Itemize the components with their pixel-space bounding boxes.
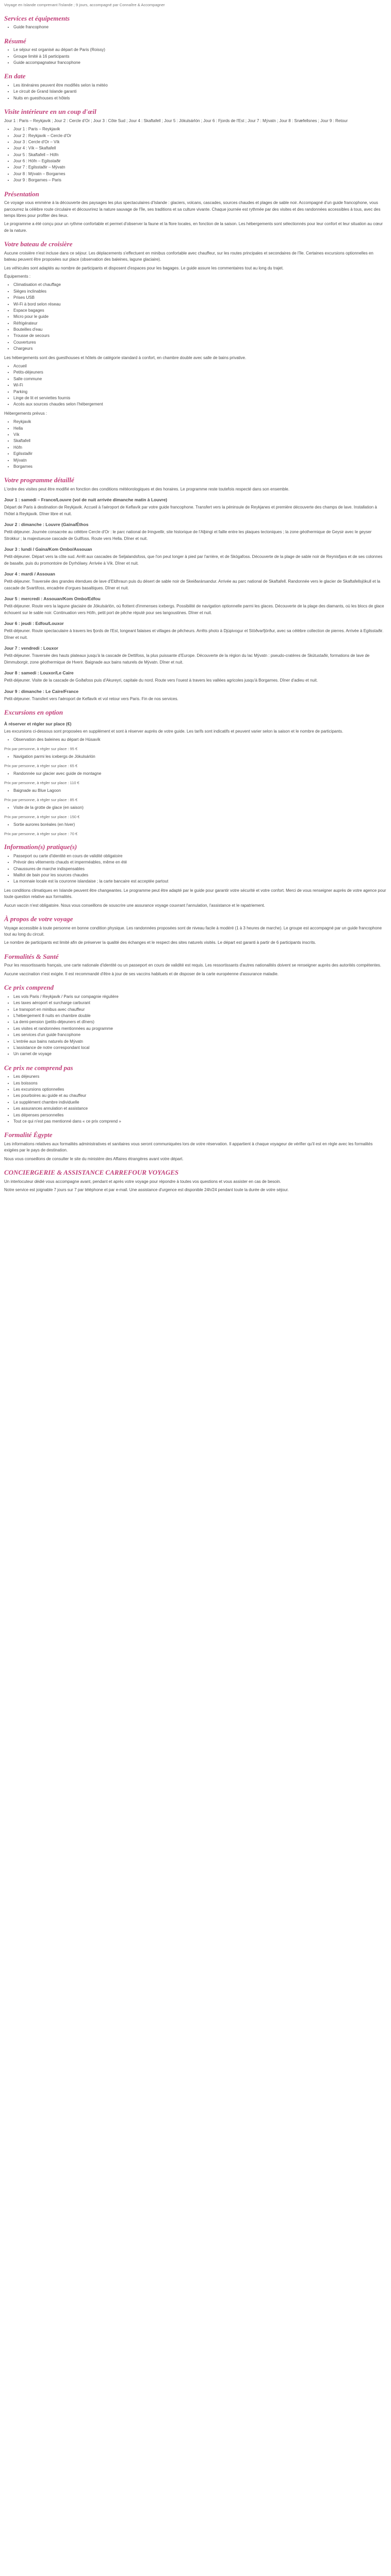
en-date-heading: En date (4, 72, 26, 80)
list-item: • Chaussures de marche indispensables (13, 866, 387, 872)
day-text: Départ de Paris à destination de Reykjavik. Accueil à l'aéroport de Keflavík par votre guide francophone. Transfert vers la péninsule de Reykjanes et première découverte des champs de lave. Installation à l'hôtel à Reykjavik. Dîner libre et nuit. (4, 505, 377, 516)
list-item: • La demi-pension (petits-déjeuners et dîners) (13, 1019, 387, 1025)
list-item: • Petits-déjeuners (13, 369, 387, 376)
list-item: • Les taxes aéroport et surcharge carburant (13, 1000, 387, 1006)
apropos-text-2: Le nombre de participants est limité afin de préserver la qualité des échanges et le respect des sites naturels visités. Le départ est garanti à partir de 6 participants inscrits. (4, 940, 316, 945)
apropos-heading: À propos de votre voyage (4, 915, 73, 923)
prix-ne-comprend-pas-heading: Ce prix ne comprend pas (4, 1063, 73, 1072)
list-item: • Parking (13, 389, 387, 395)
list-item: • Groupe limité à 16 participants (13, 54, 387, 60)
day-heading: Jour 2 : dimanche : Louvre (Gaina/Éthos (4, 522, 89, 528)
list-item: • Prises USB (13, 295, 387, 301)
day-heading: Jour 8 : samedi : Louxor/Le Caire (4, 670, 74, 675)
list-item: • Vík (13, 432, 387, 438)
list-item: • Jour 7 : Egilsstaðir – Mývatn (13, 164, 387, 171)
conciergerie-heading: CONCIERGERIE & ASSISTANCE CARREFOUR VOYAGES (4, 1168, 179, 1177)
list-item: • Guide accompagnateur francophone (13, 60, 387, 66)
list-item: • Climatisation et chauffage (13, 282, 387, 288)
bateau-list-3 (4, 419, 387, 470)
formalite-egypte-text-2: Nous vous conseillons de consulter le site du ministère des Affaires étrangères avant votre départ. (4, 1156, 184, 1161)
visite-heading: Visite intérieure en un coup d'œil (4, 108, 96, 116)
excursion-price: Prix par personne, à régler sur place : 110 € (4, 780, 79, 785)
informations-text-2: Aucun vaccin n'est obligatoire. Nous vous conseillons de souscrire une assurance voyage couvrant l'annulation, l'assistance et le rapatriement. (4, 903, 265, 908)
list-item: • Le circuit de Grand Islande garanti (13, 89, 387, 95)
list-item: • L'entrée aux bains naturels de Mývatn (13, 1039, 387, 1045)
excursions-list (4, 737, 387, 743)
excursion-price: Prix par personne, à régler sur place : 65 € (4, 763, 78, 768)
list-item: • Couvertures (13, 340, 387, 346)
list-item: • Reykjavik (13, 419, 387, 425)
excursions-list (4, 754, 387, 760)
list-item: • Les services d'un guide francophone (13, 1032, 387, 1038)
intro-line: Voyage en Islande comprenant l'Islande ; 9 jours, accompagné par Connaître & Accompagner (4, 3, 165, 7)
presentation-text: Ce voyage vous emmène à la découverte des paysages les plus spectaculaires d'Islande : glaciers, volcans, cascades, sources chaudes et plages de sable noir. Accompagné d'un guide francophone, vous parcourrez la célèbre route circulaire et découvrirez la nature sauvage de l'île, ses traditions et sa culture vivante. Chaque journée est rythmée par des visites et des randonnées accessibles à tous, avec des temps libres pour profiter des lieux. (4, 200, 381, 218)
list-item: • Wi-Fi à bord selon réseau (13, 301, 387, 308)
prix-ne-comprend-pas-list (4, 1074, 387, 1125)
list-item: • Les itinéraires peuvent être modifiés selon la météo (13, 82, 387, 89)
list-item: • L'hébergement 8 nuits en chambre double (13, 1013, 387, 1019)
formalite-egypte-text: Les informations relatives aux formalités administratives et sanitaires vous seront communiquées lors de votre réservation. Il appartient à chaque voyageur de vérifier qu'il est en règle avec les formalités exigées par le pays de destination. (4, 1141, 373, 1153)
list-item: • Jour 1 : Paris – Reykjavik (13, 126, 387, 132)
list-item: • Linge de lit et serviettes fournis (13, 395, 387, 401)
presentation-heading: Présentation (4, 190, 39, 198)
list-item: • Jour 9 : Borgarnes – Paris (13, 177, 387, 183)
bateau-heading: Votre bateau de croisière (4, 240, 73, 248)
list-item: • Trousse de secours (13, 333, 387, 339)
prix-comprend-list (4, 994, 387, 1058)
day-heading: Jour 4 : mardi / Assouan (4, 571, 55, 577)
day-heading: Jour 3 : lundi / Gaina/Kom Ombo/Assouan (4, 547, 92, 552)
list-item: • L'assistance de notre correspondant local (13, 1045, 387, 1051)
day-text: Petit-déjeuner. Route vers la lagune glaciaire de Jökulsárlón, où flottent d'immenses icebergs. Possibilité de navigation optionnelle parmi les glaces. Découverte de la plage des diamants, où les blocs de glace échouent sur le sable noir. Continuation vers Höfn, petit port de pêche réputé pour ses langoustines. Dîner et nuit. (4, 604, 384, 615)
resume-list (4, 47, 387, 66)
bateau-text-2: Les véhicules sont adaptés au nombre de participants et disposent d'espaces pour les bagages. Le guide assure les commentaires tout au long du trajet. (4, 265, 284, 270)
excursion-price: Prix par personne, à régler sur place : 95 € (4, 746, 78, 751)
page (0, 0, 391, 1200)
list-item: • Baignade au Blue Lagoon (13, 788, 387, 794)
equipment-label: Équipements : (4, 274, 31, 279)
list-item: • Les dépenses personnelles (13, 1112, 387, 1118)
list-item: • Egilsstaðir (13, 451, 387, 457)
services-heading: Services et équipements (4, 14, 70, 22)
excursions-heading: Excursions en option (4, 708, 63, 717)
presentation-text-2: Le programme a été conçu pour un rythme confortable et permet d'observer la faune et la flore locales, en fonction de la saison. Les hébergements sont sélectionnés pour leur confort et leur situation au cœur de la nature. (4, 222, 383, 233)
list-item: • Observation des baleines au départ de Húsavík (13, 737, 387, 743)
prix-comprend-heading: Ce prix comprend (4, 984, 54, 992)
list-item: • Les vols Paris / Reykjavik / Paris sur compagnie régulière (13, 994, 387, 1000)
list-item: • Hella (13, 426, 387, 432)
list-item: • Maillot de bain pour les sources chaudes (13, 872, 387, 878)
list-item: • La monnaie locale est la couronne islandaise ; la carte bancaire est acceptée partout (13, 878, 387, 885)
apropos-text: Voyage accessible à toute personne en bonne condition physique. Les randonnées proposées sont de niveau facile à modéré (1 à 3 heures de marche). Le groupe est accompagné par un guide francophone tout au long du circuit. (4, 925, 382, 937)
list-item: • Jour 5 : Skaftafell – Höfn (13, 152, 387, 158)
list-item: • Sièges inclinables (13, 289, 387, 295)
formalites-heading: Formalités & Santé (4, 952, 59, 960)
excursion-price: Prix par personne, à régler sur place : 70 € (4, 831, 78, 836)
day-text: Petit-déjeuner. Journée consacrée au célèbre Cercle d'Or : le parc national de Þingvellir, site historique de l'Alþingi et faille entre les plaques tectoniques ; la zone géothermique de Geysir avec le geyser Strokkur ; la majestueuse cascade de Gullfoss. Route vers Hella. Dîner et nuit. (4, 530, 372, 541)
day-text: Petit-déjeuner. Traversée des grandes étendues de lave d'Eldhraun puis du désert de sable noir de Skeiðarársandur. Arrivée au parc national de Skaftafell. Randonnée vers le glacier de Skaftafellsjökull et la cascade de Svartifoss, encadrée d'orgues basaltiques. Dîner et nuit. (4, 579, 381, 590)
list-item: • Skaftafell (13, 438, 387, 444)
day-text: Petit-déjeuner. Traversée des hauts plateaux jusqu'à la cascade de Dettifoss, la plus puissante d'Europe. Découverte de la région du lac Mývatn : pseudo-cratères de Skútustaðir, formations de lave de Dimmuborgir, zone géothermique de Hverir. Baignade aux bains naturels de Mývatn. Dîner et nuit. (4, 653, 370, 665)
list-item: • Nuits en guesthouses et hôtels (13, 95, 387, 101)
list-item: • Tout ce qui n'est pas mentionné dans « ce prix comprend » (13, 1118, 387, 1125)
list-item: • Navigation parmi les icebergs de Jökulsárlón (13, 754, 387, 760)
list-item: • Höfn (13, 445, 387, 451)
day-heading: Jour 7 : vendredi : Louxor (4, 645, 58, 651)
programme-intro: L'ordre des visites peut être modifié en fonction des conditions météorologiques et des horaires. Le programme reste toutefois respecté dans son ensemble. (4, 486, 289, 492)
list-item: • Jour 4 : Vík – Skaftafell (13, 145, 387, 151)
equipment-list (4, 282, 387, 352)
day-heading: Jour 6 : jeudi : Edfou/Louxor (4, 621, 64, 626)
formalites-text: Pour les ressortissants français, une carte nationale d'identité ou un passeport en cours de validité est requis. Les ressortissants d'autres nationalités doivent se renseigner auprès des autorités compétentes. (4, 963, 382, 968)
list-item: • Prévoir des vêtements chauds et imperméables, même en été (13, 859, 387, 866)
list-item: • Micro pour le guide (13, 314, 387, 320)
list-item: • Randonnée sur glacier avec guide de montagne (13, 771, 387, 777)
list-item: • Les assurances annulation et assistance (13, 1106, 387, 1112)
list-item: • Jour 2 : Reykjavik – Cercle d'Or (13, 133, 387, 139)
en-date-list (4, 82, 387, 101)
conciergerie-text-2: Notre service est joignable 7 jours sur 7 par téléphone et par e-mail. Une assistance d'urgence est disponible 24h/24 pendant toute la durée de votre séjour. (4, 1188, 289, 1193)
list-item: • Les déjeuners (13, 1074, 387, 1080)
day-heading: Jour 1 : samedi – France/Louvre (vol de nuit arrivée dimanche matin à Louvre) (4, 497, 168, 503)
list-item: • Le transport en minibus avec chauffeur (13, 1007, 387, 1013)
bateau-list-2 (4, 363, 387, 408)
list-item: • Le séjour est organisé au départ de Paris (Roissy) (13, 47, 387, 53)
visite-days-list (4, 126, 387, 184)
list-item: • Chargeurs (13, 346, 387, 352)
list-item: • Jour 8 : Mývatn – Borgarnes (13, 171, 387, 177)
excursions-list (4, 822, 387, 828)
day-text: Petit-déjeuner. Route spectaculaire à travers les fjords de l'Est, longeant falaises et villages de pêcheurs. Arrêts photo à Djúpivogur et Stöðvarfjörður, avec sa célèbre collection de pierres. Arrivée à Egilsstaðir. Dîner et nuit. (4, 629, 384, 640)
list-item: • Guide francophone (13, 24, 387, 30)
formalites-text-2: Aucune vaccination n'est exigée. Il est recommandé d'être à jour de ses vaccins habituels et de disposer de la carte européenne d'assurance maladie. (4, 971, 279, 976)
list-item: • Bouteilles d'eau (13, 327, 387, 333)
list-item: • Sortie aurores boréales (en hiver) (13, 822, 387, 828)
list-item: • Un carnet de voyage (13, 1051, 387, 1057)
list-item: • Le supplément chambre individuelle (13, 1099, 387, 1106)
informations-heading: Information(s) pratique(s) (4, 843, 77, 851)
day-text: Petit-déjeuner. Transfert vers l'aéroport de Keflavík et vol retour vers Paris. Fin de nos services. (4, 696, 178, 701)
formalite-egypte-heading: Formalité Égypte (4, 1131, 53, 1139)
list-item: • Réfrigérateur (13, 320, 387, 327)
bateau-text: Aucune croisière n'est incluse dans ce séjour. Les déplacements s'effectuent en minibus confortable avec chauffeur, sur les routes principales et secondaires de l'île. Certaines excursions optionnelles en bateau peuvent être proposées sur place (observation des baleines, lagune glaciaire). (4, 250, 373, 262)
list-item: • Accueil (13, 363, 387, 369)
excursions-list (4, 771, 387, 777)
list-item: • Salle commune (13, 376, 387, 382)
excursions-list (4, 805, 387, 811)
list-item: • Passeport ou carte d'identité en cours de validité obligatoire (13, 853, 387, 859)
programme-heading: Votre programme détaillé (4, 476, 74, 484)
list-item: • Les pourboires au guide et au chauffeur (13, 1093, 387, 1099)
bateau-text-4: Hébergements prévus : (4, 411, 47, 416)
informations-text: Les conditions climatiques en Islande peuvent être changeantes. Le programme peut être adapté par le guide pour garantir votre sécurité et votre confort. Merci de vous renseigner auprès de votre agence pour toute question relative aux formalités. (4, 888, 386, 900)
excursion-price: Prix par personne, à régler sur place : 150 € (4, 814, 80, 819)
excursions-intro: Les excursions ci-dessous sont proposées en supplément et sont à réserver auprès de votre guide. Les tarifs sont indicatifs et peuvent varier selon la saison et le nombre de participants. (4, 728, 344, 734)
day-text: Petit-déjeuner. Départ vers la côte sud. Arrêt aux cascades de Seljalandsfoss, que l'on peut longer à pied par l'arrière, et de Skógafoss. Découverte de la plage de sable noir de Reynisfjara et de ses colonnes de basalte, puis du promontoire de Dyrhólaey. Arrivée à Vík. Dîner et nuit. (4, 554, 383, 566)
informations-list (4, 853, 387, 885)
list-item: • Espace bagages (13, 308, 387, 314)
list-item: • Jour 3 : Cercle d'Or – Vík (13, 139, 387, 145)
resume-heading: Résumé (4, 37, 26, 45)
list-item: • Jour 6 : Höfn – Egilsstaðir (13, 158, 387, 164)
list-item: • Mývatn (13, 457, 387, 464)
conciergerie-text: Un interlocuteur dédié vous accompagne avant, pendant et après votre voyage pour répondre à toutes vos questions et vous assister en cas de besoin. (4, 1179, 281, 1184)
excursion-price: Prix par personne, à régler sur place : 85 € (4, 797, 78, 802)
visite-text: Jour 1 : Paris – Reykjavik ; Jour 2 : Cercle d'Or ; Jour 3 : Côte Sud ; Jour 4 : Skaftafell ; Jour 5 : Jökulsárlón ; Jour 6 : Fjords de l'Est ; Jour 7 : Mývatn ; Jour 8 : Snæfellsnes ; Jour 9 : Retour (4, 118, 348, 123)
excursions-subtitle: À réserver et régler sur place (€) (4, 721, 72, 726)
list-item: • Visite de la grotte de glace (en saison) (13, 805, 387, 811)
list-item: • Les excursions optionnelles (13, 1087, 387, 1093)
day-heading: Jour 9 : dimanche : Le Caire/France (4, 688, 79, 694)
day-heading: Jour 5 : mercredi : Assouan/Kom Ombo/Edfou (4, 596, 101, 602)
list-item: • Borgarnes (13, 464, 387, 470)
excursions-list (4, 788, 387, 794)
day-text: Petit-déjeuner. Visite de la cascade de Goðafoss puis d'Akureyri, capitale du nord. Route vers l'ouest à travers les vallées agricoles jusqu'à Borgarnes. Dîner d'adieu et nuit. (4, 678, 318, 683)
list-item: • Les visites et randonnées mentionnées au programme (13, 1026, 387, 1032)
list-item: • Accès aux sources chaudes selon l'hébergement (13, 401, 387, 408)
services-list (4, 24, 387, 30)
list-item: • Les boissons (13, 1080, 387, 1087)
bateau-text-3: Les hébergements sont des guesthouses et hôtels de catégorie standard à confort, en chambre double avec salle de bains privative. (4, 355, 247, 360)
list-item: • Wi-Fi (13, 382, 387, 388)
